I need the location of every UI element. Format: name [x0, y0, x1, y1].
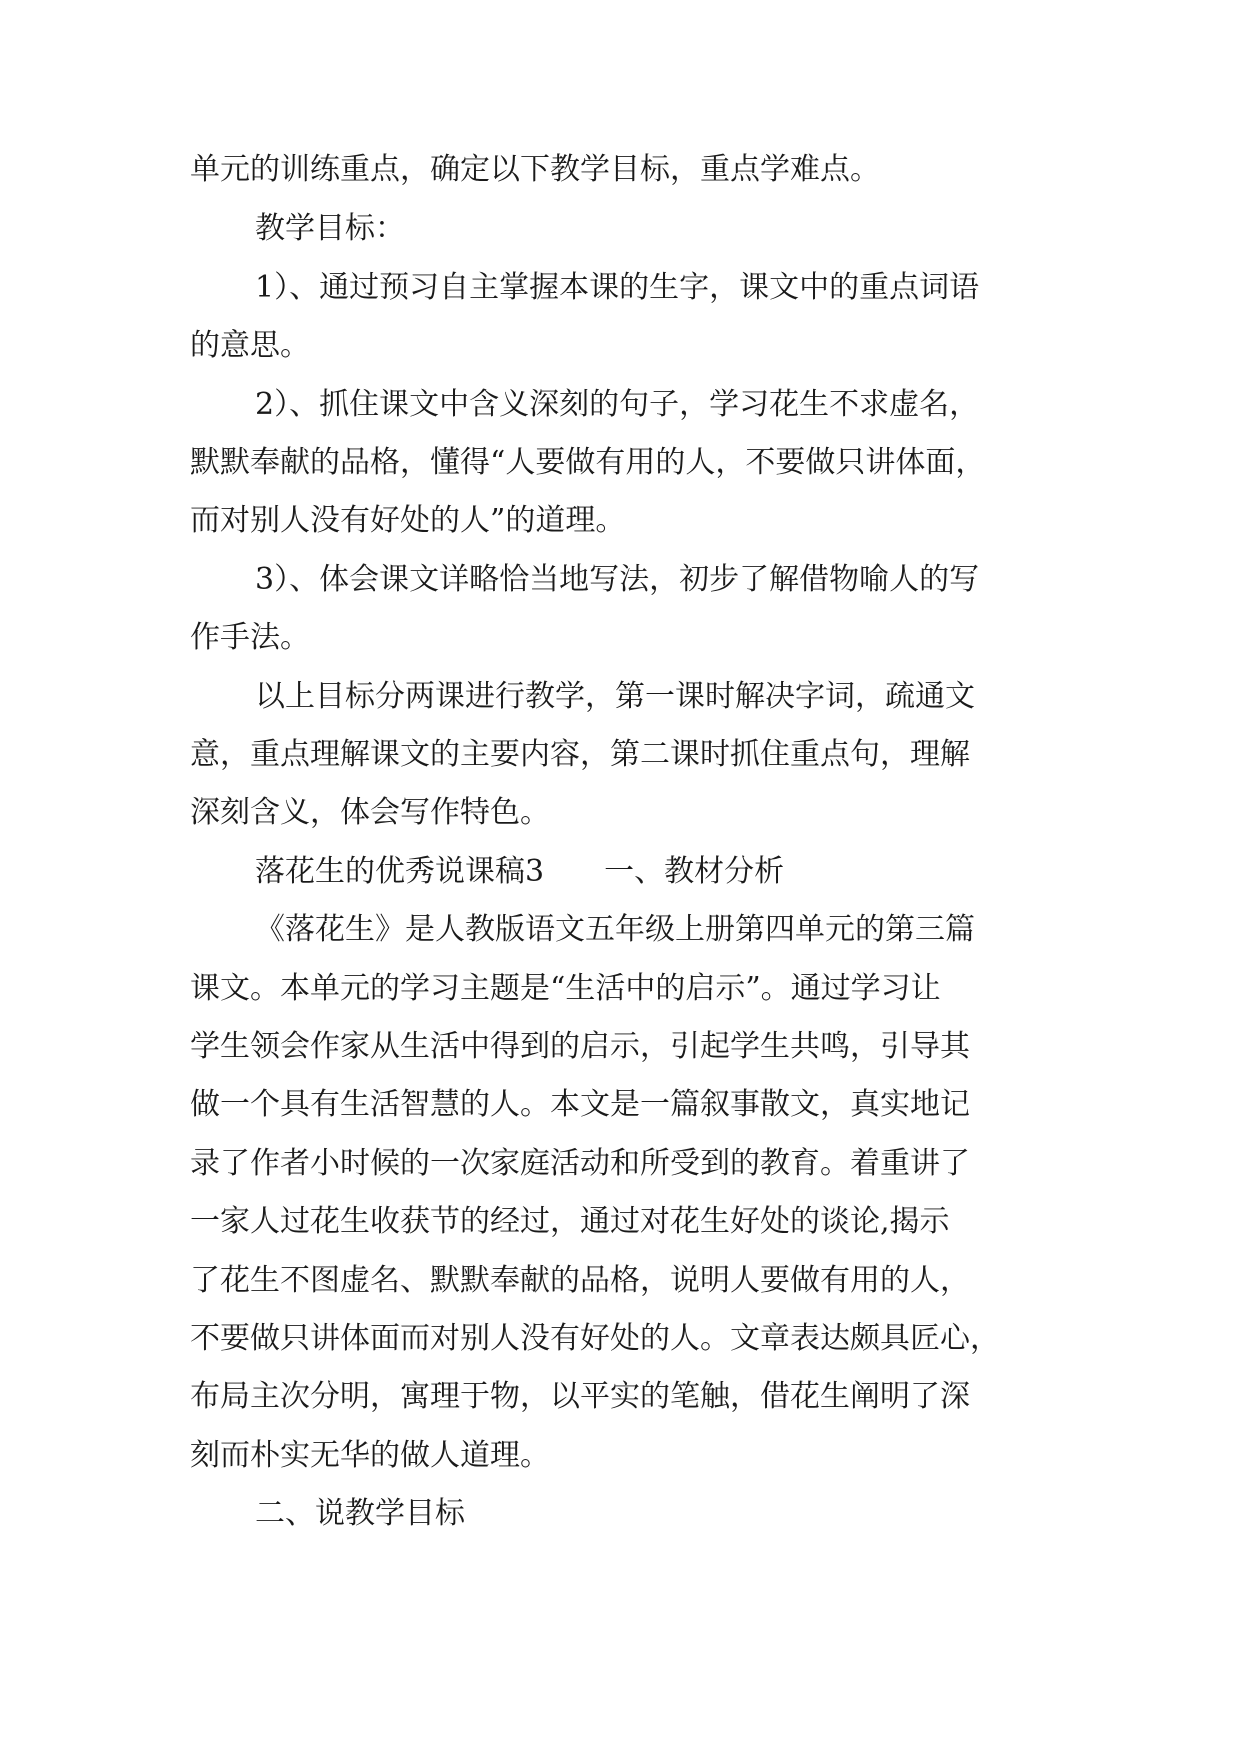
text-line: 了花生不图虚名、默默奉献的品格，说明人要做有用的人， [190, 1263, 970, 1298]
text-line: 布局主次分明，寓理于物，以平实的笔触，借花生阐明了深 [190, 1379, 970, 1414]
text-line: 意，重点理解课文的主要内容，第二课时抓住重点句，理解 [190, 737, 970, 772]
text-line: 录了作者小时候的一次家庭活动和所受到的教育。着重讲了 [190, 1146, 970, 1181]
text-line: 1）、通过预习自主掌握本课的生字，课文中的重点词语 [255, 270, 980, 305]
text-line: 3）、体会课文详略恰当地写法，初步了解借物喻人的写 [255, 562, 980, 597]
text-line: 2）、抓住课文中含义深刻的句子，学习花生不求虚名， [255, 387, 980, 422]
text-line: 单元的训练重点，确定以下教学目标，重点学难点。 [190, 152, 880, 187]
text-line: 深刻含义，体会写作特色。 [190, 795, 550, 830]
text-line: 不要做只讲体面而对别人没有好处的人。文章表达颇具匠心， [190, 1321, 1000, 1356]
text-line: 而对别人没有好处的人”的道理。 [190, 503, 626, 538]
text-line: 作手法。 [190, 620, 310, 655]
text-line: 刻而朴实无华的做人道理。 [190, 1438, 550, 1473]
section-heading: 二、说教学目标 [255, 1496, 465, 1531]
text-line: 以上目标分两课进行教学，第一课时解决字词，疏通文 [255, 679, 975, 714]
section-heading: 落花生的优秀说课稿3 一、教材分析 [255, 854, 785, 889]
text-line: 的意思。 [190, 328, 310, 363]
text-line: 一家人过花生收获节的经过，通过对花生好处的谈论,揭示 [190, 1204, 950, 1239]
text-line: 默默奉献的品格，懂得“人要做有用的人，不要做只讲体面， [190, 445, 986, 480]
text-line: 学生领会作家从生活中得到的启示，引起学生共鸣，引导其 [190, 1029, 970, 1064]
text-line: 《落花生》是人教版语文五年级上册第四单元的第三篇 [255, 912, 975, 947]
text-line: 课文。本单元的学习主题是“生活中的启示”。通过学习让 [190, 971, 941, 1006]
text-line: 做一个具有生活智慧的人。本文是一篇叙事散文，真实地记 [190, 1087, 970, 1122]
text-line: 教学目标： [255, 211, 405, 246]
